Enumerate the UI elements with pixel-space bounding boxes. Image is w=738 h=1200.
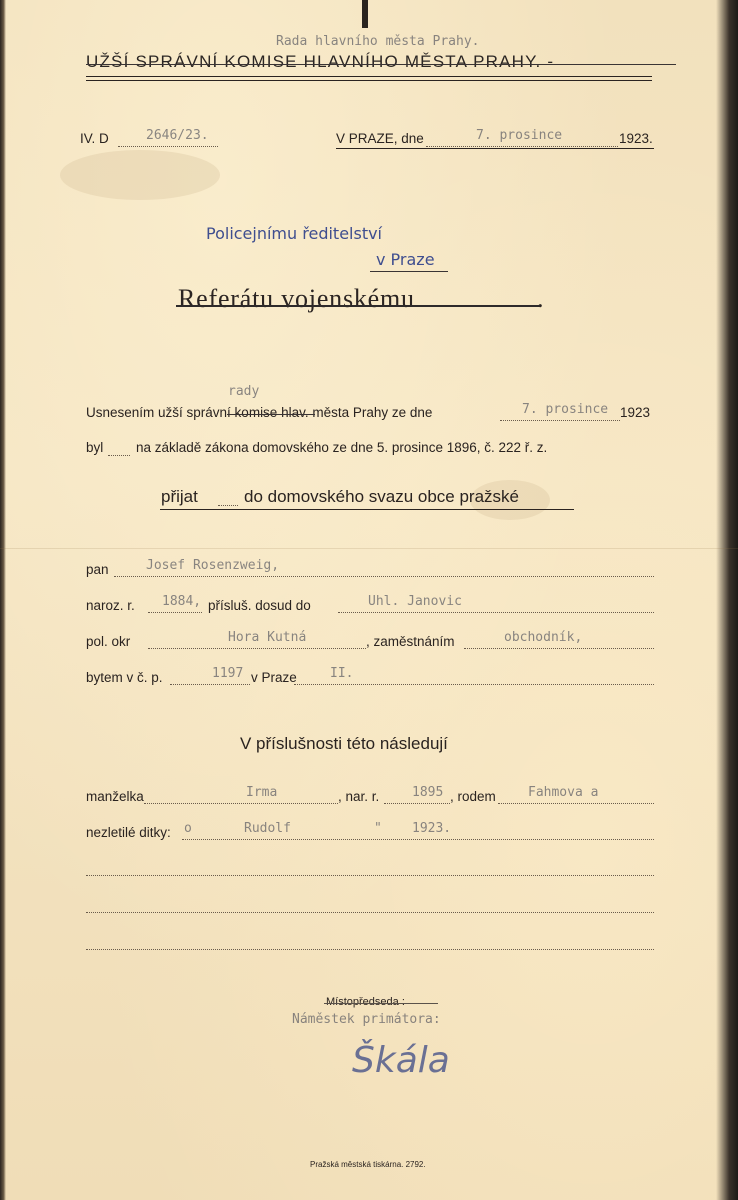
accepted-dots — [218, 505, 238, 506]
belongs-dots — [338, 612, 654, 613]
paper-fold — [0, 548, 738, 549]
wife-maiden-label: , rodem — [450, 789, 496, 804]
district-label: pol. okr — [86, 634, 131, 649]
blank-line-2 — [86, 912, 654, 913]
family-heading: V příslušnosti této následují — [240, 734, 448, 753]
occupation-label: , zaměstnáním — [366, 634, 455, 649]
city-dots — [294, 684, 654, 685]
dept-dots — [118, 146, 218, 147]
ref-number: 2646/23. — [146, 128, 209, 143]
addressee-underline — [370, 271, 448, 272]
place-label: V PRAZE, dne — [336, 131, 424, 146]
city-label: v Praze — [251, 670, 297, 685]
belongs-label: přísluš. dosud do — [208, 598, 311, 613]
byl-dots — [108, 455, 130, 456]
header-rule-2 — [86, 80, 652, 81]
header-title: UŽŠÍ SPRÁVNÍ KOMISE HLAVNÍHO MĚSTA PRAHY. - — [86, 52, 555, 71]
resolution-dots — [500, 420, 620, 421]
wife-label: manželka — [86, 789, 144, 804]
overtype-rady: rady — [228, 384, 260, 399]
addressee-struck-period: . — [537, 284, 544, 313]
printer-footer: Pražská městská tiskárna. 2792. — [310, 1160, 426, 1169]
dept-label: IV. D — [80, 131, 109, 146]
born-label: naroz. r. — [86, 598, 135, 613]
ref-rule — [336, 148, 654, 149]
resolution-year: 1923 — [620, 405, 651, 420]
resolution-strike — [227, 414, 315, 415]
district: Hora Kutná — [228, 630, 307, 645]
city-part: II. — [330, 666, 354, 681]
occupation: obchodník, — [504, 630, 583, 645]
addressee-line1: Policejnímu ředitelství — [206, 224, 382, 243]
child-name: Rudolf — [244, 821, 291, 836]
wife-maiden-dots — [498, 803, 654, 804]
children-dots — [182, 839, 654, 840]
paper-tear — [362, 0, 368, 28]
pan-label: pan — [86, 562, 109, 577]
occupation-dots — [464, 648, 654, 649]
wife-born: 1895 — [412, 785, 444, 800]
born-year: 1884, — [162, 594, 202, 609]
pan-dots — [114, 576, 654, 577]
addressee-line2: v Praze — [376, 250, 435, 269]
accepted-underline — [160, 509, 574, 510]
header-overtype: Rada hlavního města Prahy. — [276, 34, 480, 49]
signature-title-strike — [324, 1003, 438, 1004]
law-text: na základě zákona domovského ze dne 5. prosince 1896, č. 222 ř. z. — [136, 440, 548, 455]
signature-handwritten: Škála — [352, 1040, 450, 1081]
child-year: 1923. — [412, 821, 452, 836]
wife-maiden: Fahmova a — [528, 785, 599, 800]
byl-label: byl — [86, 440, 104, 455]
child-ditto: " — [374, 821, 382, 836]
scan-edge-left — [0, 0, 6, 1200]
addressee-struck: Referátu vojenskému — [178, 284, 415, 313]
residence-dots — [170, 684, 250, 685]
born-dots — [148, 612, 202, 613]
paper-stain — [60, 150, 220, 200]
wife-dots — [144, 803, 338, 804]
residence-label: bytem v č. p. — [86, 670, 163, 685]
addressee-strike-line — [176, 305, 540, 307]
signature-title: Místopředseda : — [326, 996, 405, 1008]
signature-overtype: Náměstek primátora: — [292, 1012, 441, 1027]
person-name: Josef Rosenzweig, — [146, 558, 280, 573]
child-marker: o — [184, 821, 192, 836]
resolution-text: Usnesením užší správní komise hlav. města Prahy ze dne — [86, 405, 433, 420]
resolution-date: 7. prosince — [522, 402, 609, 417]
header-strike-line — [86, 64, 676, 65]
header-rule-1 — [86, 76, 652, 77]
accepted-word: přijat — [161, 487, 198, 506]
wife-born-dots — [384, 803, 450, 804]
blank-line-1 — [86, 875, 654, 876]
ref-year: 1923. — [619, 131, 653, 146]
belongs-place: Uhl. Janovic — [368, 594, 462, 609]
blank-line-3 — [86, 949, 654, 950]
wife-born-label: , nar. r. — [338, 789, 380, 804]
date-dots — [426, 146, 618, 147]
house-no: 1197 — [212, 666, 244, 681]
accepted-rest: do domovského svazu obce pražské — [244, 487, 519, 506]
children-label: nezletilé ditky: — [86, 825, 171, 840]
scan-edge-right — [716, 0, 738, 1200]
district-dots — [148, 648, 366, 649]
wife-name: Irma — [246, 785, 278, 800]
ref-date: 7. prosince — [476, 128, 563, 143]
